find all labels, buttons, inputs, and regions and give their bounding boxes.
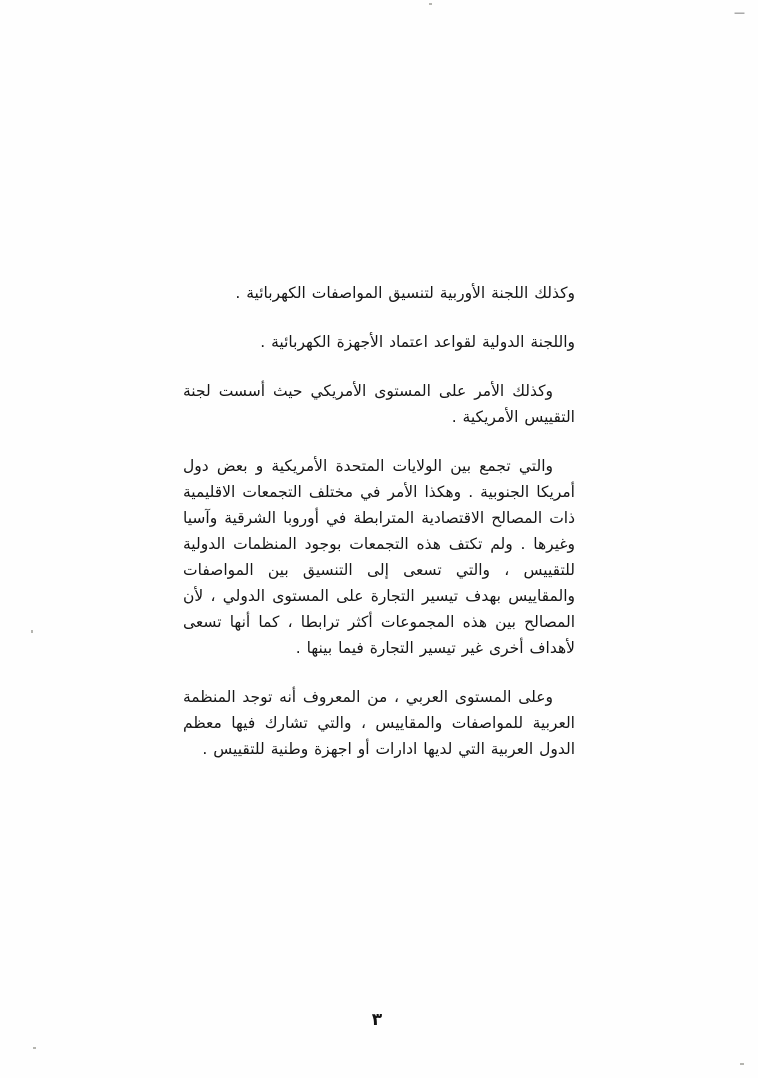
paragraph-3: وكذلك الأمر على المستوى الأمريكي حيث أسست لجنة التقييس الأمريكية .	[183, 382, 575, 426]
scan-speck	[31, 630, 33, 633]
paragraph-2: واللجنة الدولية لقواعد اعتماد الأجهزة الكهربائية .	[260, 333, 575, 351]
paragraph-1: وكذلك اللجنة الأوربية لتنسيق المواصفات الكهربائية .	[235, 284, 575, 302]
paragraph-4: والتي تجمع بين الولايات المتحدة الأمريكية و بعض دول أمريكا الجنوبية . وهكذا الأمر في مختلف التجمعات الاقليمية ذات المصالح الاقتصادية المترابطة في أوروبا الشرقية وآسيا وغيرها . ولم تكتف هذه التجمعات بوجود المنظمات الدولية للتقييس ، والتي تسعى إلى التنسيق بين المواصفات والمقاييس بهدف تيسير التجارة على المستوى الدولي ، لأن المصالح بين هذه المجموعات أكثر ترابطا ، كما أنها تسعى لأهداف أخرى غير تيسير التجارة فيما بينها .	[183, 457, 575, 657]
page-number: ٣	[371, 1010, 383, 1030]
text-block	[183, 280, 575, 785]
scan-speck	[740, 1063, 744, 1065]
scan-mark-top-right: —	[734, 6, 745, 19]
scan-speck	[429, 3, 432, 5]
scan-speck	[33, 1047, 36, 1049]
paragraph-5: وعلى المستوى العربي ، من المعروف أنه توجد المنظمة العربية للمواصفات والمقاييس ، والتي تشارك فيها معظم الدول العربية التي لديها ادارات أو اجهزة وطنية للتقييس .	[183, 688, 575, 758]
